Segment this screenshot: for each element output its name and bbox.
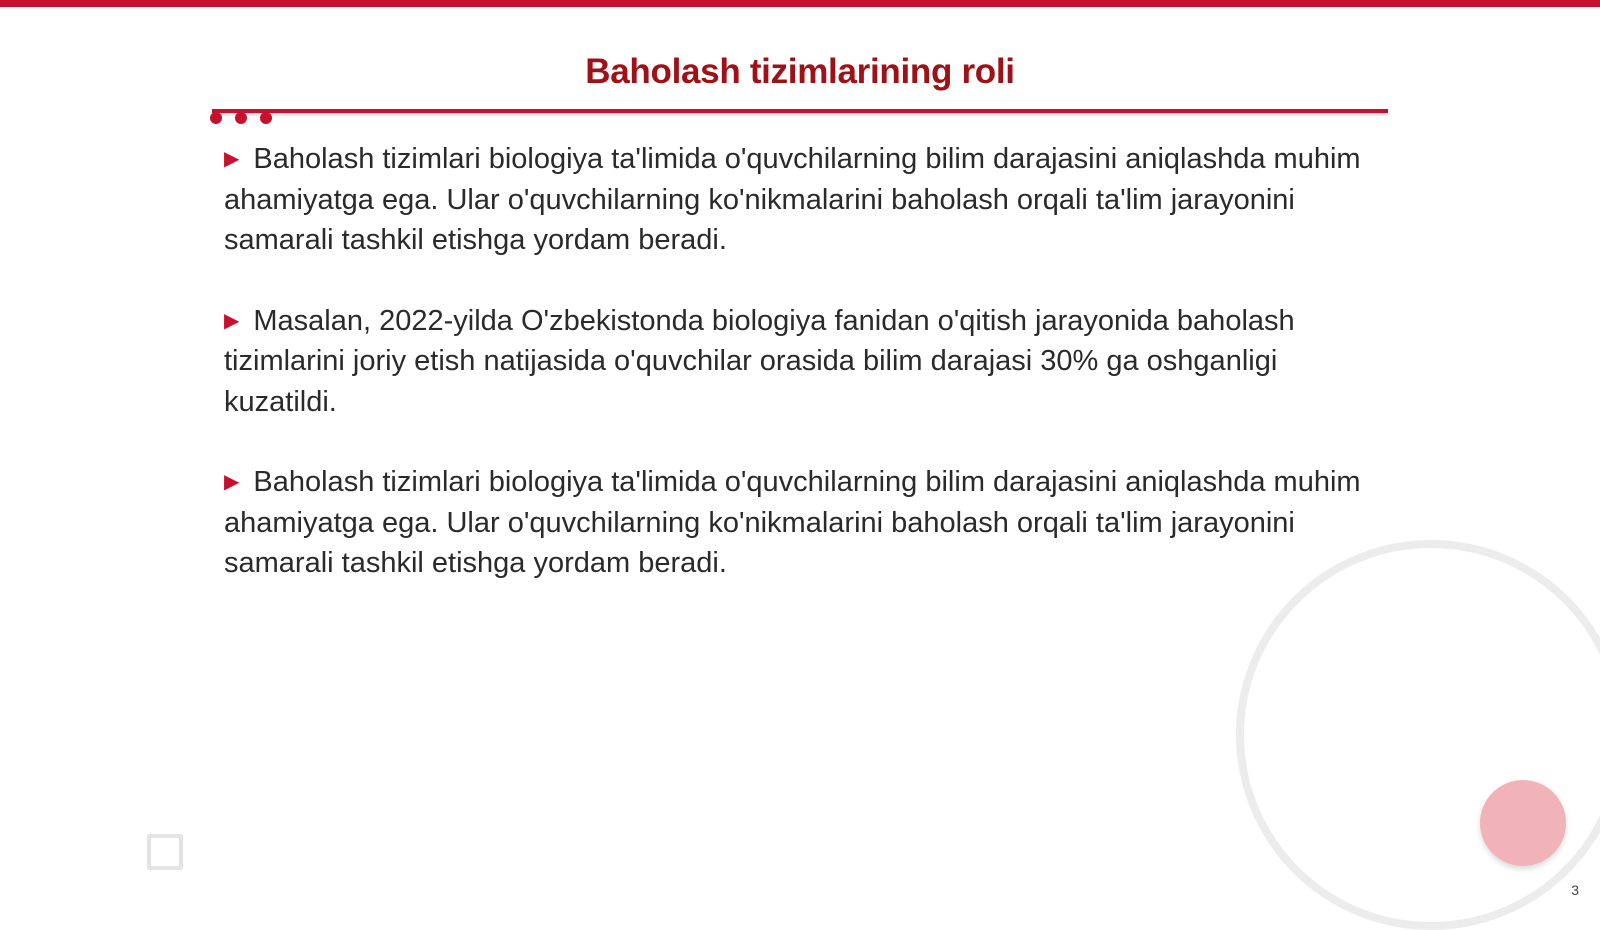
decorative-ring <box>1236 540 1600 930</box>
bullet-item <box>224 301 1364 423</box>
underline-dot-1 <box>210 112 222 124</box>
decorative-pink-circle <box>1480 780 1566 866</box>
bullet-text: Masalan, 2022-yilda O'zbekistonda biologiya fanidan o'qitish jarayonida baholash tizimlarini joriy etish natijasida o'quvchilar orasida bilim darajasi 30% ga oshganligi kuzatildi. <box>224 304 1295 418</box>
decorative-square-outline <box>147 834 183 870</box>
underline-dot-3 <box>260 112 272 124</box>
title-underline <box>212 109 1388 113</box>
bullet-list <box>224 139 1364 624</box>
top-accent-bar <box>0 0 1600 7</box>
page-number: 3 <box>1571 882 1579 898</box>
triangle-bullet-icon: ▶ <box>224 309 240 332</box>
bullet-item <box>224 139 1364 261</box>
bullet-text: Baholash tizimlari biologiya ta'limida o'quvchilarning bilim darajasini aniqlashda muhim ahamiyatga ega. Ular o'quvchilarning ko'nikmalarini baholash orqali ta'lim jarayonini samarali tashkil etishga yordam beradi. <box>224 466 1361 579</box>
bullet-text: Baholash tizimlari biologiya ta'limida o'quvchilarning bilim darajasini aniqlashda muhim ahamiyatga ega. Ular o'quvchilarning ko'nikmalarini baholash orqali ta'lim jarayonini samarali tashkil etishga yordam beradi. <box>224 143 1361 256</box>
underline-dot-2 <box>235 112 247 124</box>
triangle-bullet-icon: ▶ <box>224 148 240 170</box>
slide-title: Baholash tizimlarining roli <box>585 52 1015 91</box>
bullet-item <box>224 462 1364 584</box>
triangle-bullet-icon: ▶ <box>224 471 240 493</box>
